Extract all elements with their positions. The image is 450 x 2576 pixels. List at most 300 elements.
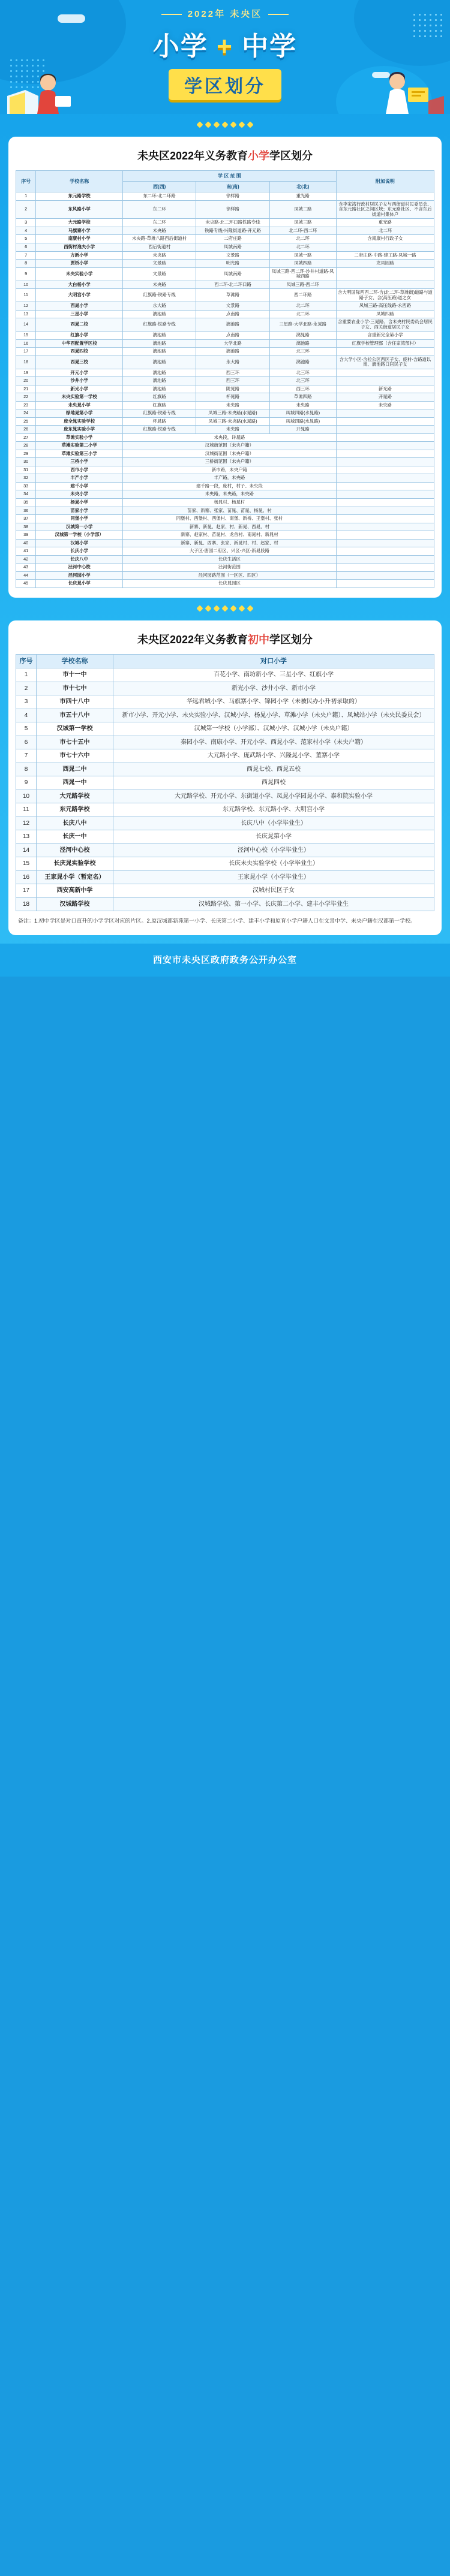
table-row — [16, 490, 434, 499]
middle-title-accent: 初中 — [248, 633, 270, 646]
row-range-south-north: 凤城南路 — [196, 267, 269, 281]
row-school-name: 苗家小学 — [36, 507, 123, 515]
row-school-name: 未央晁小学 — [36, 401, 123, 409]
row-feeder-schools: 新光小学、沙井小学、新市小学 — [113, 682, 434, 695]
row-note: 凤城四路 — [336, 310, 434, 318]
row-note — [336, 417, 434, 426]
row-note: 北二环 — [336, 227, 434, 235]
row-index: 7 — [16, 749, 37, 763]
row-range-east-west: 东二环 — [122, 219, 196, 227]
row-feeder-schools: 新市小学、开元小学、未央实验小学、汉城小学、杨晁小学、草滩小学（未央户籍）、凤城站小学（未央民委员会） — [113, 709, 434, 722]
row-range-all: 未央段，详晁路 — [122, 433, 336, 442]
row-range-north: 北二环-西二环 — [269, 227, 336, 235]
table-row — [16, 857, 434, 871]
row-note: 含大明国际西西二环-含(北二环-草滩街)道路与道路子女、含(高压路)道之女 — [336, 289, 434, 302]
row-range-all: 新寨、赵家村、苗晁村、龙首村、南晁村、新晁村 — [122, 531, 336, 540]
row-index: 18 — [16, 897, 37, 911]
row-school-name: 市七十五中 — [37, 736, 113, 749]
row-range-all: 建千路一段，庞村，村子、未央段 — [122, 482, 336, 490]
table-row — [16, 466, 434, 474]
row-index: 24 — [16, 409, 36, 418]
row-index: 11 — [16, 803, 37, 817]
row-index: 18 — [16, 355, 36, 369]
table-row — [16, 531, 434, 540]
row-note — [336, 433, 434, 442]
row-range-north: 凤城三路 — [269, 219, 336, 227]
row-range-east-west: 未央路 — [122, 251, 196, 260]
primary-title-prefix: 未央区2022年义务教育 — [137, 150, 248, 162]
row-feeder-schools: 东元路学校、东元路小学、大明宫小学 — [113, 803, 434, 817]
row-index: 13 — [16, 310, 36, 318]
primary-title-suffix: 学区划分 — [269, 150, 313, 162]
middle-title-suffix: 学区划分 — [269, 633, 313, 646]
row-range-east-west: 漓池路 — [122, 385, 196, 393]
row-school-name: 长庆八中 — [37, 817, 113, 830]
row-index: 44 — [16, 571, 36, 580]
row-range-east-west: 红旗路-铁路专线 — [122, 409, 196, 418]
hero-subtitle: 学区划分 — [169, 69, 281, 100]
row-range-east-west: 漓池路 — [122, 310, 196, 318]
row-note: 红旗学校管理部（含任家湾部村） — [336, 339, 434, 348]
row-note — [336, 426, 434, 434]
row-note — [336, 369, 434, 377]
row-index: 22 — [16, 393, 36, 402]
row-range-all: 三桥街范围（未央户籍） — [122, 458, 336, 466]
row-range-north: 草滩四路 — [269, 393, 336, 402]
table-row — [16, 709, 434, 722]
table-row — [16, 243, 434, 251]
row-note — [336, 531, 434, 540]
row-school-name: 东风路小学 — [36, 200, 123, 219]
table-row — [16, 393, 434, 402]
table-row — [16, 668, 434, 682]
row-range-all: 新市路，未央户籍 — [122, 466, 336, 474]
row-feeder-schools: 汉城路学校、第一小学、长庆第二小学、建丰小学毕业生 — [113, 897, 434, 911]
table-row — [16, 417, 434, 426]
row-range-south-north: 文景路 — [196, 302, 269, 311]
row-range-all: 新寨、新晁、西寨、张家、新晁村、村、赵家、村 — [122, 539, 336, 547]
row-index: 12 — [16, 302, 36, 311]
row-range-south-north: 大学北路 — [196, 339, 269, 348]
row-range-south-north: 西二环-北二环口路 — [196, 281, 269, 289]
row-index: 35 — [16, 499, 36, 507]
hero-year: 2022年 未央区 — [188, 7, 263, 20]
hero-title-left: 小学 — [152, 32, 208, 61]
row-range-north: 北二环 — [269, 235, 336, 243]
row-school-name: 贾桥小学 — [36, 260, 123, 268]
row-range-south-north: 未央路-北二环口路铁路专线 — [196, 219, 269, 227]
row-note — [336, 571, 434, 580]
row-note: 重光路 — [336, 219, 434, 227]
row-range-east-west: 未央路-草滩八路西后街道村 — [122, 235, 196, 243]
row-school-name: 汉城第一学校（小学部） — [36, 531, 123, 540]
row-school-name: 市五十八中 — [37, 709, 113, 722]
row-index: 42 — [16, 555, 36, 564]
row-range-south-north: 西三环 — [196, 369, 269, 377]
row-index: 1 — [16, 668, 37, 682]
row-index: 10 — [16, 790, 37, 803]
row-school-name: 方新小学 — [36, 251, 123, 260]
table-row — [16, 433, 434, 442]
table-row — [16, 776, 434, 790]
row-range-east-west: 东二环 — [122, 200, 196, 219]
row-school-name: 汉城第一学校 — [37, 722, 113, 736]
table-row — [16, 227, 434, 235]
row-range-south-north: 文景路 — [196, 251, 269, 260]
row-feeder-schools: 汉城第一学校（小学部）、汉城小学、汉城小学（未央户籍） — [113, 722, 434, 736]
row-index: 27 — [16, 433, 36, 442]
row-feeder-schools: 百花小学、南坊新小学、三星小学、红旗小学 — [113, 668, 434, 682]
row-school-name: 大明宫小学 — [36, 289, 123, 302]
row-school-name: 三桥小学 — [36, 458, 123, 466]
row-range-east-west: 未央路 — [122, 281, 196, 289]
row-school-name: 西街村逸夫小学 — [36, 243, 123, 251]
row-range-east-west: 漓池路 — [122, 369, 196, 377]
row-range-all: 新寨、新晁、赵家、村、新晁、西晁、村 — [122, 523, 336, 531]
table-row — [16, 450, 434, 458]
row-index: 3 — [16, 695, 37, 709]
row-range-south-north: 凤城南路 — [196, 243, 269, 251]
row-index: 17 — [16, 348, 36, 356]
row-range-south-north: 漓池路 — [196, 348, 269, 356]
hero-banner — [0, 0, 450, 114]
row-school-name: 市十七中 — [37, 682, 113, 695]
row-index: 41 — [16, 547, 36, 556]
row-school-name: 新光小学 — [36, 385, 123, 393]
row-note — [336, 490, 434, 499]
row-range-all: 汉城街范围（未央户籍） — [122, 450, 336, 458]
row-note: 含重要农业小学-三晁路、含未央村民委员会居民子女、西关街道居民子女 — [336, 318, 434, 332]
row-index: 8 — [16, 763, 37, 776]
hero-title — [0, 25, 450, 63]
row-range-north: 北二环 — [269, 302, 336, 311]
row-index: 19 — [16, 369, 36, 377]
row-index: 14 — [16, 843, 37, 857]
row-school-name: 未央实验第一学校 — [36, 393, 123, 402]
row-feeder-schools: 王家晁小学（小学毕业生） — [113, 870, 434, 884]
row-index: 15 — [16, 857, 37, 871]
table-row — [16, 281, 434, 289]
row-range-north: 漓池路 — [269, 339, 336, 348]
row-school-name: 市四十八中 — [37, 695, 113, 709]
row-range-all: 丰产路，未央路 — [122, 474, 336, 483]
infographic-page — [0, 0, 450, 977]
row-school-name: 汉城小学 — [36, 539, 123, 547]
primary-school-table — [16, 170, 434, 588]
row-school-name: 西晁一中 — [37, 776, 113, 790]
row-school-name: 中华西配置学区校 — [36, 339, 123, 348]
row-index: 36 — [16, 507, 36, 515]
row-school-name: 大元路学校 — [37, 790, 113, 803]
row-range-south-north: 徐样路 — [196, 200, 269, 219]
row-index: 37 — [16, 515, 36, 523]
table-row — [16, 803, 434, 817]
row-school-name: 西晁小学 — [36, 302, 123, 311]
row-feeder-schools: 西晁四校 — [113, 776, 434, 790]
row-note — [336, 515, 434, 523]
row-index: 6 — [16, 736, 37, 749]
table-row — [16, 749, 434, 763]
table-row — [16, 507, 434, 515]
row-school-name: 西晁三校 — [36, 355, 123, 369]
row-note — [336, 442, 434, 450]
footer-text: 西安市未央区政府政务公开办公室 — [152, 954, 297, 965]
header-school: 学校名称 — [36, 171, 123, 192]
middle-card-title — [16, 631, 434, 647]
row-range-north: 漓晁路 — [269, 332, 336, 340]
row-range-north: 重光路 — [269, 192, 336, 201]
row-range-east-west: 漓池路 — [122, 355, 196, 369]
row-note — [336, 482, 434, 490]
table-row — [16, 377, 434, 385]
row-note: 新光路 — [336, 385, 434, 393]
row-index: 8 — [16, 260, 36, 268]
table-row — [16, 235, 434, 243]
row-index: 20 — [16, 377, 36, 385]
table-row — [16, 192, 434, 201]
header-no: 序号 — [16, 654, 37, 668]
row-note — [336, 523, 434, 531]
row-index: 4 — [16, 709, 37, 722]
table-row — [16, 458, 434, 466]
row-index: 9 — [16, 267, 36, 281]
table-row — [16, 830, 434, 844]
row-school-name: 东元路学校 — [36, 192, 123, 201]
table-row — [16, 302, 434, 311]
row-range-east-west: 文景路 — [122, 260, 196, 268]
row-note — [336, 539, 434, 547]
row-range-north: 北三环 — [269, 377, 336, 385]
row-index: 29 — [16, 450, 36, 458]
row-feeder-schools: 泾河中心校（小学毕业生） — [113, 843, 434, 857]
row-range-east-west: 漓池路 — [122, 348, 196, 356]
table-row — [16, 736, 434, 749]
row-index: 33 — [16, 482, 36, 490]
row-school-name: 草滩实验第三小学 — [36, 450, 123, 458]
row-index: 30 — [16, 458, 36, 466]
table-row — [16, 790, 434, 803]
row-range-north: 未央路 — [269, 401, 336, 409]
table-row — [16, 580, 434, 588]
row-range-all: 泾河街范围 — [122, 564, 336, 572]
row-school-name: 沙井小学 — [36, 377, 123, 385]
row-range-north: 凤城三路-西二环-沙井村道路-凤城西路 — [269, 267, 336, 281]
table-header-row — [16, 654, 434, 668]
table-row — [16, 426, 434, 434]
table-row — [16, 817, 434, 830]
row-school-name: 市十一中 — [37, 668, 113, 682]
header-south-north: 南(南) — [196, 182, 269, 192]
table-row — [16, 318, 434, 332]
table-row — [16, 884, 434, 898]
row-school-name: 绿地晁第小学 — [36, 409, 123, 418]
table-row — [16, 355, 434, 369]
row-range-north: 西二环路 — [269, 289, 336, 302]
row-range-east-west: 永大路 — [122, 302, 196, 311]
row-note: 龙凤园路 — [336, 260, 434, 268]
row-range-south-north: 陇晁路 — [196, 385, 269, 393]
row-index: 5 — [16, 235, 36, 243]
divider-diamonds-middle — [0, 598, 450, 611]
row-range-east-west: 红旗路-铁路专线 — [122, 289, 196, 302]
row-range-south-north: 凤城三路-未央路(水晁路) — [196, 409, 269, 418]
table-row — [16, 523, 434, 531]
middle-school-card — [8, 620, 442, 935]
row-index: 31 — [16, 466, 36, 474]
row-note: 含重新完全第小学 — [336, 332, 434, 340]
table-row — [16, 897, 434, 911]
row-school-name: 草滩实验第二小学 — [36, 442, 123, 450]
row-feeder-schools: 长庆未央实验学校（小学毕业生） — [113, 857, 434, 871]
row-range-all: 长庆晁园区 — [122, 580, 336, 588]
row-feeder-schools: 华远君城小学、马旗寨小学、锦园小学（未被民办小升初录取的） — [113, 695, 434, 709]
table-row — [16, 200, 434, 219]
primary-school-card — [8, 137, 442, 598]
row-feeder-schools: 秦园小学、南康小学、开元小学、西晁小学、范家村小学（未央户籍） — [113, 736, 434, 749]
table-row — [16, 401, 434, 409]
row-range-east-west: 红旗路 — [122, 401, 196, 409]
row-index: 11 — [16, 289, 36, 302]
footer-bar — [0, 944, 450, 977]
row-range-south-north: 未央路 — [196, 426, 269, 434]
primary-card-title — [16, 147, 434, 163]
row-range-south-north: 铁路专线-兴隆街道路-开元路 — [196, 227, 269, 235]
header-school: 学校名称 — [37, 654, 113, 668]
row-range-south-north: 杯晁路 — [196, 393, 269, 402]
table-row — [16, 695, 434, 709]
row-range-north: 开晁路 — [269, 426, 336, 434]
row-index: 4 — [16, 227, 36, 235]
row-school-name: 开元小学 — [36, 369, 123, 377]
row-school-name: 泾河中心校 — [37, 843, 113, 857]
row-school-name: 南康村小学 — [36, 235, 123, 243]
row-index: 39 — [16, 531, 36, 540]
header-no: 序号 — [16, 171, 36, 192]
hero-title-plus: + — [217, 32, 233, 61]
row-note — [336, 547, 434, 556]
table-row — [16, 482, 434, 490]
table-row — [16, 555, 434, 564]
row-school-name: 长庆八中 — [36, 555, 123, 564]
row-note — [336, 243, 434, 251]
row-note — [336, 564, 434, 572]
row-note — [336, 580, 434, 588]
row-range-all: 同堡村、西堡村、西堡村、南堡、新桥、王堡村、张村 — [122, 515, 336, 523]
row-school-name: 丰产小学 — [36, 474, 123, 483]
table-row — [16, 260, 434, 268]
middle-school-table — [16, 654, 434, 912]
middle-school-note: 备注：1.初中学区是对口直升的小学学区对应的片区。2.原汉城都新苑第一小学、长庆第二小学、建丰小学和原育小学户籍人口在文景中学、未央户籍在汉都第一学校。 — [18, 918, 416, 924]
row-feeder-schools: 长庆晁第小学 — [113, 830, 434, 844]
row-school-name: 长庆晁实验学校 — [37, 857, 113, 871]
row-range-east-west: 杯晁路 — [122, 417, 196, 426]
row-note: 凤城三路-高压线路-永西路 — [336, 302, 434, 311]
table-row — [16, 870, 434, 884]
row-index: 28 — [16, 442, 36, 450]
row-range-south-north: 二府庄路 — [196, 235, 269, 243]
row-range-north: 北三环 — [269, 369, 336, 377]
row-index: 45 — [16, 580, 36, 588]
row-range-south-north: 未央路 — [196, 401, 269, 409]
middle-title-prefix: 未央区2022年义务教育 — [137, 633, 248, 646]
row-range-north: 北二环 — [269, 243, 336, 251]
row-index: 17 — [16, 884, 37, 898]
table-row — [16, 722, 434, 736]
row-school-name: 西晁二校 — [36, 318, 123, 332]
row-index: 43 — [16, 564, 36, 572]
row-index: 23 — [16, 401, 36, 409]
row-range-east-west: 红旗路-铁路专线 — [122, 318, 196, 332]
row-range-all: 长庆生活区 — [122, 555, 336, 564]
table-row — [16, 763, 434, 776]
row-school-name: 未央小学 — [36, 490, 123, 499]
row-school-name: 长庆晁小学 — [36, 580, 123, 588]
table-row — [16, 310, 434, 318]
row-index: 10 — [16, 281, 36, 289]
row-index: 40 — [16, 539, 36, 547]
row-index: 2 — [16, 200, 36, 219]
row-range-north: 三星路-大学北路-永晁路 — [269, 318, 336, 332]
row-range-north: 凤城二路 — [269, 200, 336, 219]
row-range-all: 苗家、新寨、张家、苗晁、苗晁、杨晁、村 — [122, 507, 336, 515]
row-school-name: 市七十六中 — [37, 749, 113, 763]
table-row — [16, 339, 434, 348]
table-row — [16, 843, 434, 857]
row-note: 含李家湾行政村居民子女与西街道村民委员会、含东元路社区之间区域；东元路社区、不含东后街道村集体户 — [336, 200, 434, 219]
row-index: 16 — [16, 339, 36, 348]
row-feeder-schools: 大元路学校、开元小学、东街道小学、凤晁小学园晁小学、泰和院实验小学 — [113, 790, 434, 803]
row-index: 34 — [16, 490, 36, 499]
row-index: 15 — [16, 332, 36, 340]
row-note: 未央路 — [336, 401, 434, 409]
table-row — [16, 348, 434, 356]
row-range-south-north: 永大路 — [196, 355, 269, 369]
row-index: 14 — [16, 318, 36, 332]
row-range-north: 西三环 — [269, 385, 336, 393]
row-school-name: 西市小学 — [36, 466, 123, 474]
row-range-east-west: 漓池路 — [122, 339, 196, 348]
header-feeder-schools: 对口小学 — [113, 654, 434, 668]
table-row — [16, 442, 434, 450]
row-index: 38 — [16, 523, 36, 531]
row-range-east-west: 漓池路 — [122, 377, 196, 385]
row-range-south-north: 明光路 — [196, 260, 269, 268]
hero-title-right: 中学 — [242, 32, 298, 61]
table-row — [16, 385, 434, 393]
row-school-name: 泾河园小学 — [36, 571, 123, 580]
row-index: 3 — [16, 219, 36, 227]
row-school-name: 三星小学 — [36, 310, 123, 318]
row-range-south-north: 徐样路 — [196, 192, 269, 201]
row-school-name: 红旗小学 — [36, 332, 123, 340]
row-school-name: 泾河中心校 — [36, 564, 123, 572]
row-school-name: 庞东晁实验小学 — [36, 426, 123, 434]
row-note — [336, 466, 434, 474]
row-feeder-schools: 大元路小学、庞武路小学、兴隆晁小学、董寨小学 — [113, 749, 434, 763]
row-index: 25 — [16, 417, 36, 426]
row-school-name: 草滩实验小学 — [36, 433, 123, 442]
row-index: 1 — [16, 192, 36, 201]
row-note: 含大学小区-含拉公区西区子女、庞村-含路道以南、漓池路口居民子女 — [336, 355, 434, 369]
row-school-name: 同堡小学 — [36, 515, 123, 523]
table-row — [16, 369, 434, 377]
row-range-south-north: 西三环 — [196, 377, 269, 385]
row-range-south-north: 点南路 — [196, 332, 269, 340]
header-range-group: 学 区 范 围 — [122, 171, 336, 182]
table-row — [16, 474, 434, 483]
row-range-east-west: 文景路 — [122, 267, 196, 281]
row-range-south-north: 漓池路 — [196, 318, 269, 332]
